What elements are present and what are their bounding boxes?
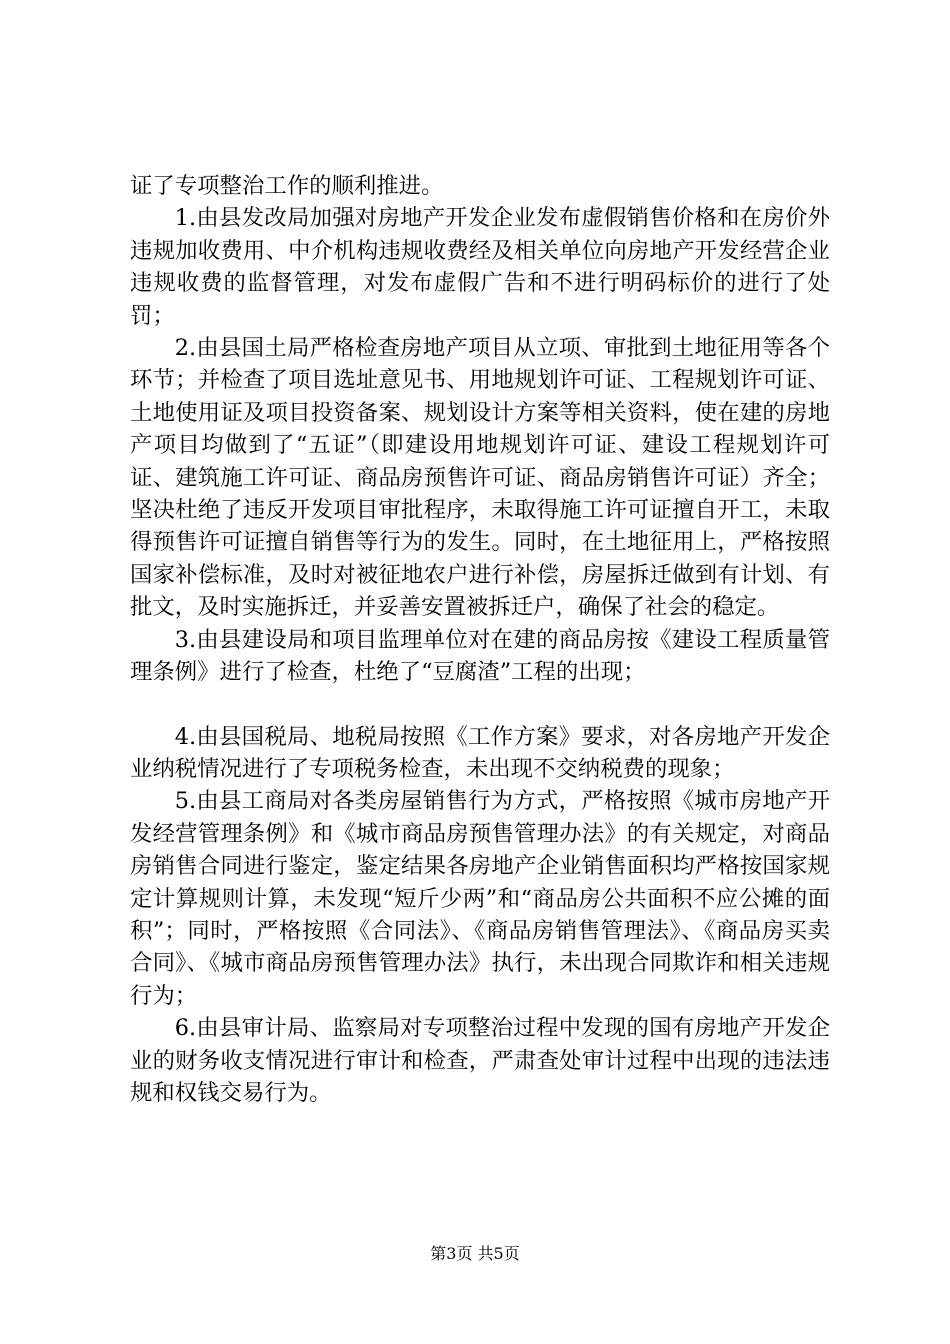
page-number-footer: 第3页 共5页: [430, 1244, 520, 1263]
paragraph-item-6: 6.由县审计局、监察局对专项整治过程中发现的国有房地产开发企业的财务收支情况进行审计和检查，严肃查处审计过程中出现的违法违规和权钱交易行为。: [130, 1015, 830, 1106]
document-body: [130, 170, 830, 1109]
paragraph-continuation: 证了专项整治工作的顺利推进。: [130, 173, 444, 199]
paragraph-item-2: 2.由县国土局严格检查房地产项目从立项、审批到土地征用等各个环节；并检查了项目选址意见书、用地规划许可证、工程规划许可证、土地使用证及项目投资备案、规划设计方案等相关资料，使在建的房地产项目均做到了“五证”（即建设用地规划许可证、建设工程规划许可证、建筑施工许可证、商品房预售许可证、商品房销售许可证）齐全；坚决杜绝了违反开发项目审批程序，未取得施工许可证擅自开工，未取得预售许可证擅自销售等行为的发生。同时，在土地征用上，严格按照国家补偿标准，及时对被征地农户进行补偿，房屋拆迁做到有计划、有批文，及时实施拆迁，并妥善安置被拆迁户，确保了社会的稳定。: [130, 335, 830, 621]
paragraph-item-5: 5.由县工商局对各类房屋销售行为方式，严格按照《城市房地产开发经营管理条例》和《城市商品房预售管理办法》的有关规定，对商品房销售合同进行鉴定，鉴定结果各房地产企业销售面积均严格按国家规定计算规则计算，未发现“短斤少两”和“商品房公共面积不应公摊的面积”；同时，严格按照《合同法》、《商品房销售管理法》、《商品房买卖合同》、《城市商品房预售管理办法》执行，未出现合同欺诈和相关违规行为；: [130, 788, 830, 1009]
paragraph-item-4: 4.由县国税局、地税局按照《工作方案》要求，对各房地产开发企业纳税情况进行了专项税务检查，未出现不交纳税费的现象；: [130, 723, 830, 782]
paragraph-item-3: 3.由县建设局和项目监理单位对在建的商品房按《建设工程质量管理条例》进行了检查，杜绝了“豆腐渣”工程的出现；: [130, 626, 830, 686]
paragraph-item-1: 1.由县发改局加强对房地产开发企业发布虚假销售价格和在房价外违规加收费用、中介机构违规收费经及相关单位向房地产开发经营企业违规收费的监督管理，对发布虚假广告和不进行明码标价的进行了处罚；: [130, 205, 830, 329]
